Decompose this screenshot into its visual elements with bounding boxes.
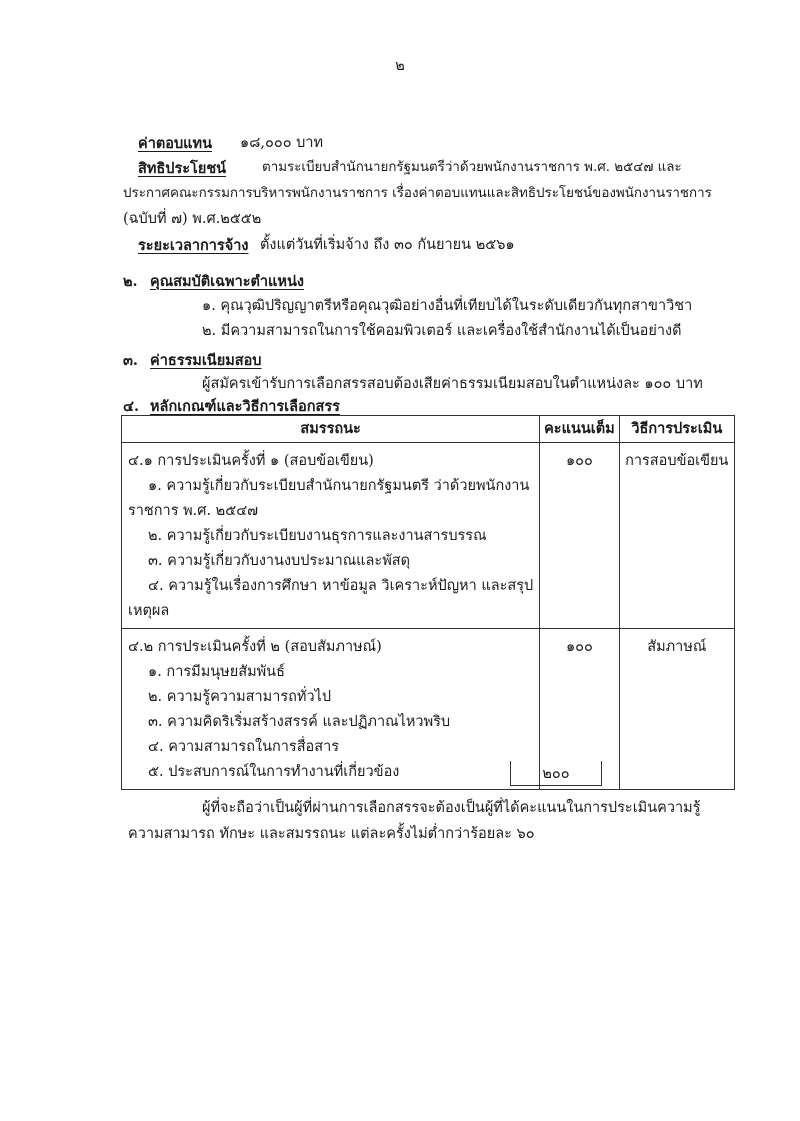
selection-criteria-table (121, 415, 735, 790)
method-value: การสอบข้อเขียน (625, 453, 729, 469)
list-item: ๑. ความรู้เกี่ยวกับระเบียบสำนักนายกรัฐมนตรี ว่าด้วยพนักงาน (148, 478, 530, 494)
employment-period-value: ตั้งแต่วันที่เริ่มจ้าง ถึง ๓๐ กันยายน ๒๕๖๑ (260, 237, 515, 253)
score-cell (540, 443, 619, 629)
section-3-number: ๓. (123, 352, 138, 369)
qualification-item: ๒. มีความสามารถในการใช้คอมพิวเตอร์ และเครื่องใช้สำนักงานได้เป็นอย่างดี (202, 323, 682, 339)
closing-line-1: ผู้ที่จะถือว่าเป็นผู้ที่ผ่านการเลือกสรรจะต้องเป็นผู้ที่ได้คะแนนในการประเมินความรู้ (202, 800, 701, 816)
method-header: วิธีการประเมิน (619, 416, 734, 443)
full-score-header: คะแนนเต็ม (540, 416, 619, 443)
employment-period-label: ระยะเวลาการจ้าง (138, 237, 249, 254)
method-cell (619, 629, 734, 790)
method-value: สัมภาษณ์ (647, 639, 707, 655)
section-3-title: ค่าธรรมเนียมสอบ (150, 352, 262, 369)
page-number: ๒ (395, 58, 405, 74)
qualification-item: ๑. คุณวุฒิปริญญาตรีหรือคุณวุฒิอย่างอื่นที่เทียบได้ในระดับเดียวกันทุกสาขาวิชา (202, 298, 693, 314)
assessment-title: ๔.๑ การประเมินครั้งที่ ๑ (สอบข้อเขียน) (128, 453, 374, 469)
benefits-line-3: (ฉบับที่ ๗) พ.ศ.๒๕๕๒ (123, 211, 262, 227)
list-item: ๕. ประสบการณ์ในการทำงานที่เกี่ยวข้อง (148, 764, 400, 780)
list-item: ๔. ความรู้ในเรื่องการศึกษา หาข้อมูล วิเคราะห์ปัญหา และสรุป (148, 578, 534, 594)
compensation-value: ๑๘,๐๐๐ บาท (240, 135, 324, 151)
exam-fee-text: ผู้สมัครเข้ารับการเลือกสรรสอบต้องเสียค่าธรรมเนียมสอบในตำแหน่งละ ๑๐๐ บาท (202, 376, 703, 392)
section-4-number: ๔. (123, 398, 140, 415)
section-2-title: คุณสมบัติเฉพาะตำแหน่ง (150, 273, 304, 290)
section-2-number: ๒. (123, 273, 138, 290)
benefits-line-2: ประกาศคณะกรรมการบริหารพนักงานราชการ เรื่องค่าตอบแทนและสิทธิประโยชน์ของพนักงานราชการ (123, 186, 712, 201)
list-item: ๑. การมีมนุษยสัมพันธ์ (148, 664, 285, 680)
closing-line-2: ความสามารถ ทักษะ และสมรรถนะ แต่ละครั้งไม่ต่ำกว่าร้อยละ ๖๐ (128, 826, 535, 842)
total-score: ๒๐๐ (510, 761, 602, 786)
table-row (122, 443, 735, 629)
list-item: ราชการ พ.ศ. ๒๕๔๗ (128, 503, 259, 519)
section-4-title: หลักเกณฑ์และวิธีการเลือกสรร (150, 398, 340, 415)
list-item: ๒. ความรู้เกี่ยวกับระเบียบงานธุรการและงานสารบรรณ (148, 528, 487, 544)
full-score-value: ๑๐๐ (565, 639, 593, 655)
method-cell (619, 443, 734, 629)
competency-cell (122, 629, 540, 790)
compensation-label: ค่าตอบแทน (138, 135, 212, 152)
list-item: ๒. ความรู้ความสามารถทั่วไป (148, 689, 332, 705)
competency-cell (122, 443, 540, 629)
list-item: ๓. ความรู้เกี่ยวกับงานงบประมาณและพัสดุ (148, 553, 411, 569)
full-score-value: ๑๐๐ (565, 453, 593, 469)
table-header-row (122, 416, 735, 443)
table-row (122, 629, 735, 790)
list-item: เหตุผล (128, 603, 170, 619)
benefits-label: สิทธิประโยชน์ (138, 160, 227, 177)
competency-header: สมรรถนะ (122, 416, 540, 443)
assessment-title: ๔.๒ การประเมินครั้งที่ ๒ (สอบสัมภาษณ์) (128, 639, 382, 655)
list-item: ๔. ความสามารถในการสื่อสาร (148, 739, 340, 755)
benefits-line-1: ตามระเบียบสำนักนายกรัฐมนตรีว่าด้วยพนักงานราชการ พ.ศ. ๒๕๔๗ และ (262, 160, 682, 175)
list-item: ๓. ความคิดริเริ่มสร้างสรรค์ และปฏิภาณไหวพริบ (148, 714, 451, 730)
